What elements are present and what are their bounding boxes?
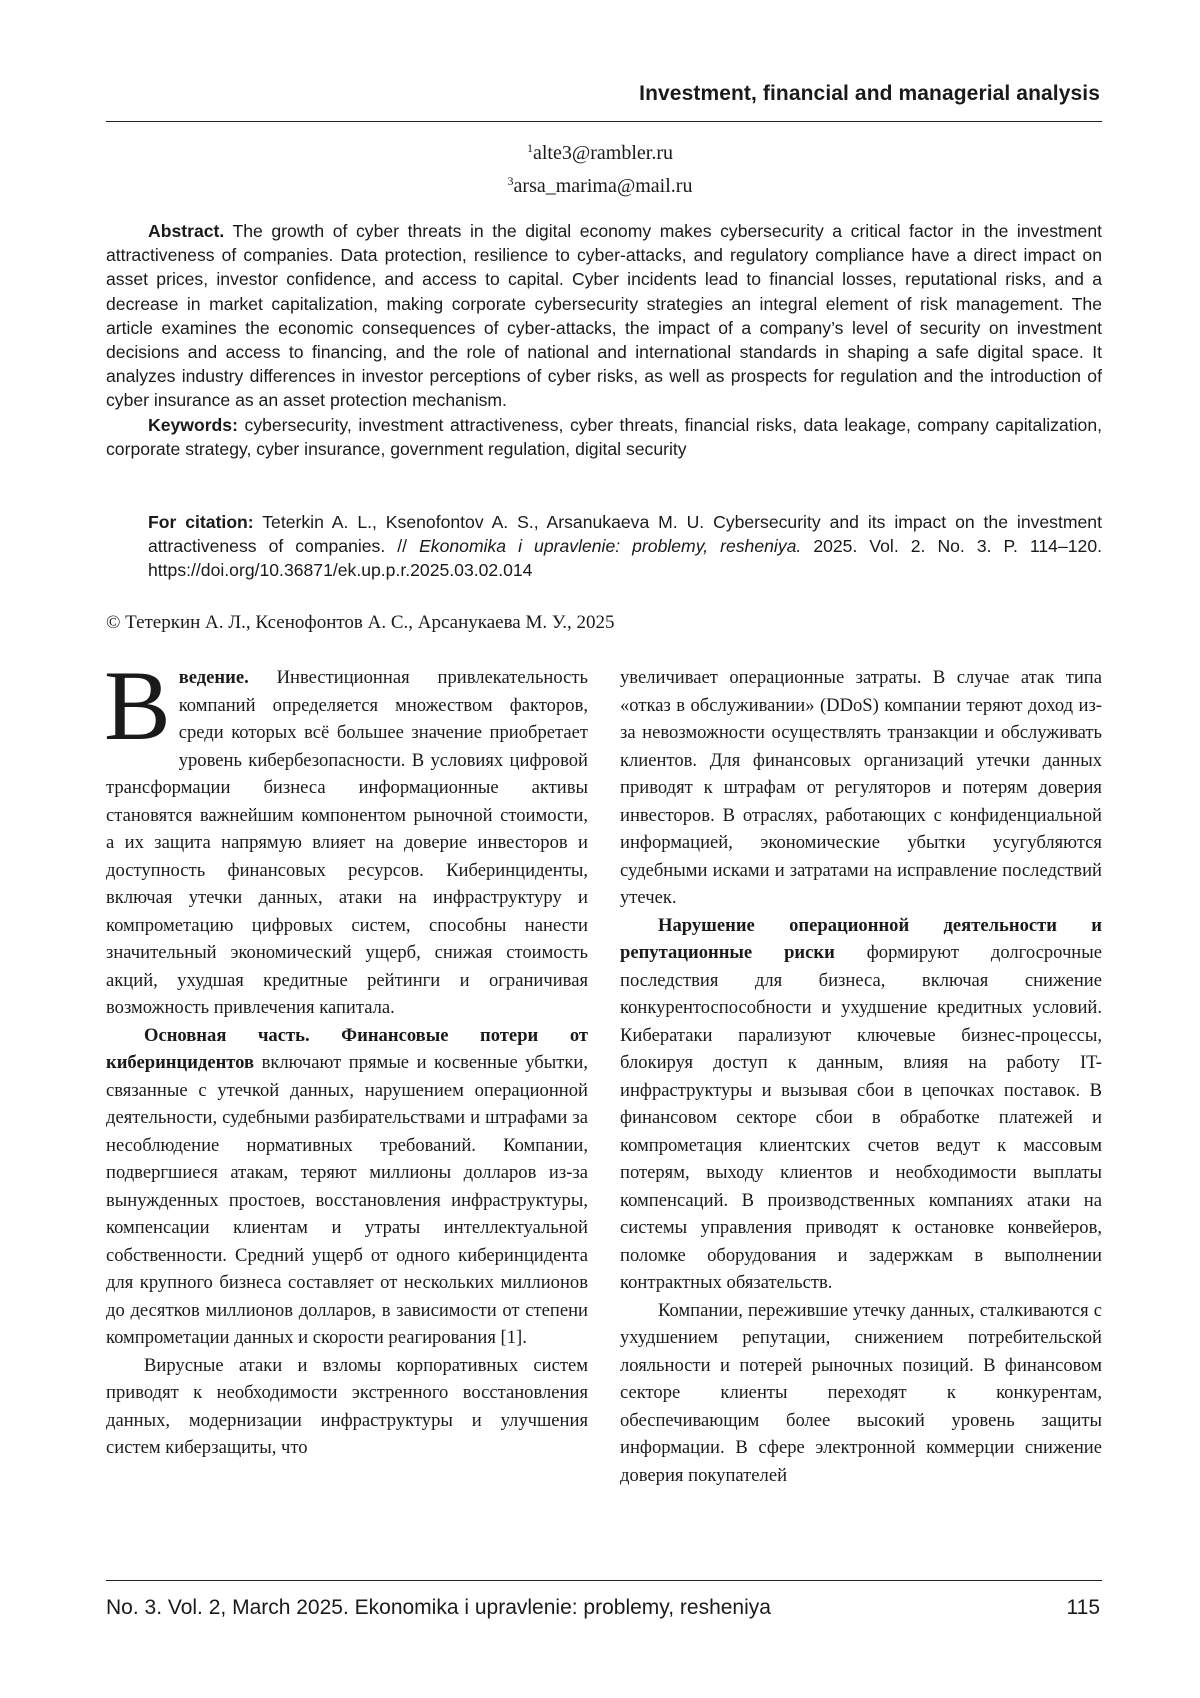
- body-column-left: [104, 650, 588, 1462]
- citation-paragraph: [148, 510, 1102, 583]
- page-number: 115: [1066, 1596, 1100, 1619]
- email-line: [0, 134, 1200, 167]
- main-part-label: Основная часть. Финансовые потери от киберинцидентов: [106, 1024, 588, 1073]
- viruses-paragraph: Вирусные атаки и взломы корпоративных систем приводят к необходимости экстренного восстановления данных, модернизации инфраструктуры и улучшения систем киберзащиты, что: [106, 1354, 588, 1458]
- abstract-text: The growth of cyber threats in the digital economy makes cybersecurity a critical factor in the investment attractiveness of companies. Data protection, resilience to cyber-attacks, and regulatory compliance have a direct impact on asset prices, investor confidence, and access to capital. Cyber incidents lead to financial losses, reputational risks, and a decrease in market capitalization, making corporate cybersecurity strategies an integral element of risk management. The article examines the economic consequences of cyber-attacks, the impact of a company’s level of security on investment decisions and access to financing, and the role of national and international standards in shaping a safe digital space. It analyzes industry differences in investor perceptions of cyber risks, as well as prospects for regulation and the introduction of cyber insurance as an asset protection mechanism.: [106, 221, 1102, 411]
- citation-details: 2025. Vol. 2. No. 3. P. 114–120. https://doi.org/10.36871/ek.up.p.r.2025.03.02.014: [148, 536, 1102, 581]
- abstract-label: Abstract.: [148, 221, 225, 241]
- email-address[interactable]: alte3@rambler.ru: [532, 142, 674, 164]
- citation-block: [148, 510, 1102, 583]
- intro-paragraph: [104, 650, 588, 1022]
- email-address[interactable]: arsa_marima@mail.ru: [513, 175, 693, 197]
- intro-text: Инвестиционная привлекательность компаний определяется множеством факторов, среди которых всё большее значение приобретает уровень кибербезопасности. В условиях цифровой трансформации бизнеса информационные активы становятся важнейшим компонентом рыночной стоимости, а их защита напрямую влияет на доверие инвесторов и доступность финансовых ресурсов. Киберинциденты, включая утечки данных, атаки на инфраструктуру и компрометацию цифровых систем, способны нанести значительный экономический ущерб, снижая стоимость акций, ухудшая кредитные рейтинги и ограничивая возможность привлечения капитала.: [106, 667, 588, 1018]
- viruses-continuation: увеличивает операционные затраты. В случае атак типа «отказ в обслуживании» (DDoS) компании теряют доход из-за невозможности осуществлять транзакции и обслуживать клиентов. Для финансовых организаций утечки данных приводят к штрафам от регуляторов и потерям доверия инвесторов. В отраслях, работающих с конфиденциальной информацией, экономические убытки усугубляются судебными исками и затратами на исправление последствий утечек.: [620, 667, 1102, 908]
- keywords-text: cybersecurity, investment attractiveness, cyber threats, financial risks, data leakage, company capitalization, corporate strategy, cyber insurance, government regulation, digital security: [106, 414, 1102, 459]
- reputation-paragraph: Компании, пережившие утечку данных, сталкиваются с ухудшением репутации, снижением потребительской лояльности и потерей рыночных позиций. В финансовом секторе клиенты переходят к конкурентам, обеспечивающим более высокий уровень защиты информации. В сфере электронной коммерции снижение доверия покупателей: [620, 1299, 1102, 1486]
- main-part-paragraph: [106, 1022, 588, 1352]
- affiliation-marker: 3: [507, 174, 514, 188]
- abstract-paragraph: [106, 219, 1102, 413]
- running-header: Investment, financial and managerial analysis: [639, 82, 1100, 105]
- footer-journal: No. 3. Vol. 2, March 2025. Ekonomika i upravlenie: problemy, resheniya: [106, 1596, 771, 1619]
- email-line: [0, 167, 1200, 200]
- operational-label: Нарушение операционной деятельности и репутационные риски: [620, 914, 1102, 963]
- citation-label: For citation:: [148, 512, 254, 532]
- operational-text: формируют долгосрочные последствия для бизнеса, включая снижение конкурентоспособности и ухудшение кредитных условий. Кибератаки парализуют ключевые бизнес-процессы, блокируя доступ к данным, влияя на работу IT-инфраструктуры и вызывая сбои в цепочках поставок. В финансовом секторе сбои в обработке платежей и компрометация клиентских счетов ведут к массовым потерям, выходу клиентов и необходимости выплаты компенсаций. В производственных компаниях атаки на системы управления приводят к остановке конвейеров, поломке оборудования и задержкам в выполнении контрактных обязательств.: [620, 942, 1102, 1293]
- citation-text: Teterkin A. L., Ksenofontov A. S., Arsanukaeva M. U. Cybersecurity and its impact on the investment attractiveness of companies. //: [148, 512, 1102, 557]
- keywords-paragraph: [106, 413, 1102, 461]
- operational-paragraph: [620, 912, 1102, 1297]
- abstract-block: [106, 219, 1102, 461]
- drop-cap: В: [104, 650, 171, 761]
- footer-rule: [106, 1580, 1102, 1581]
- keywords-label: Keywords:: [148, 414, 238, 435]
- main-part-text: включают прямые и косвенные убытки, связанные с утечкой данных, нарушением операционной деятельности, судебными разбирательствами и штрафами за несоблюдение нормативных требований. Компании, подвергшиеся атакам, теряют миллионы долларов из-за вынужденных простоев, восстановления инфраструктуры, компенсации клиентам и утраты интеллектуальной собственности. Средний ущерб от одного киберинцидента для крупного бизнеса составляет от нескольких миллионов до десятков миллионов долларов, в зависимости от степени компрометации данных и скорости реагирования [1].: [106, 1052, 588, 1348]
- header-rule: [106, 121, 1102, 122]
- copyright-line: © Тетеркин А. Л., Ксенофонтов А. С., Арсанукаева М. У., 2025: [106, 612, 615, 633]
- body-column-right: [620, 664, 1102, 1489]
- author-emails: [0, 134, 1200, 200]
- citation-journal: Ekonomika i upravlenie: problemy, resheniya.: [419, 536, 802, 557]
- intro-label: ведение.: [178, 667, 249, 688]
- affiliation-marker: 1: [526, 141, 533, 155]
